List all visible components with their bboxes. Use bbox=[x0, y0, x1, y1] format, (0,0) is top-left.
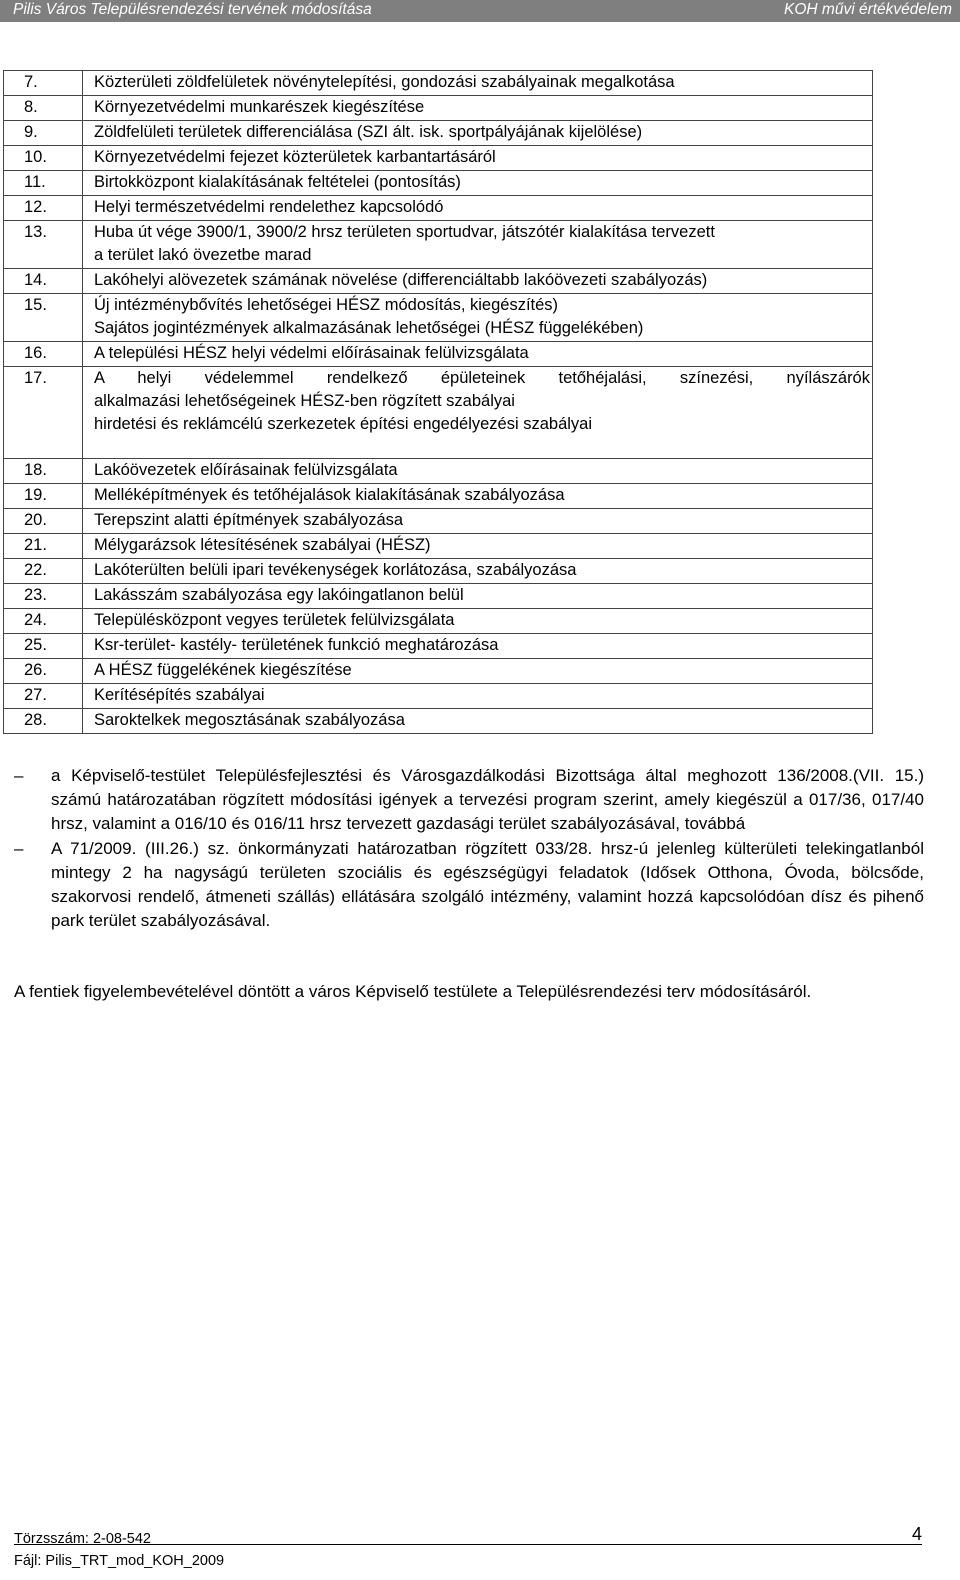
modification-items-table bbox=[3, 70, 873, 734]
row-number: 28. bbox=[4, 709, 83, 734]
row-text bbox=[83, 584, 873, 609]
footer-info bbox=[14, 1528, 224, 1572]
row-text-line: alkalmazási lehetőségeinek HÉSZ-ben rögzített szabályai bbox=[94, 392, 515, 410]
row-number: 21. bbox=[4, 534, 83, 559]
row-text bbox=[83, 171, 873, 196]
row-number: 10. bbox=[4, 146, 83, 171]
row-text-line: Lakóhelyi alövezetek számának növelése (differenciáltabb lakóövezeti szabályozás) bbox=[94, 271, 708, 289]
row-text-line: Saroktelkek megosztásának szabályozása bbox=[94, 711, 405, 729]
row-text bbox=[83, 709, 873, 734]
row-text bbox=[83, 634, 873, 659]
table-row bbox=[4, 484, 873, 509]
row-text-line: Mélygarázsok létesítésének szabályai (HÉSZ) bbox=[94, 536, 431, 554]
row-text-line: Új intézménybővítés lehetőségei HÉSZ módosítás, kiegészítés) bbox=[94, 296, 559, 314]
row-text-line: Közterületi zöldfelületek növénytelepítési, gondozási szabályainak megalkotása bbox=[94, 73, 675, 91]
row-text bbox=[83, 294, 873, 342]
row-number: 8. bbox=[4, 96, 83, 121]
row-number: 13. bbox=[4, 221, 83, 269]
row-text bbox=[83, 342, 873, 367]
row-text bbox=[83, 269, 873, 294]
table-row bbox=[4, 221, 873, 269]
row-text-line: Lakóterülten belüli ipari tevékenységek korlátozása, szabályozása bbox=[94, 561, 577, 579]
table-row bbox=[4, 342, 873, 367]
row-text-line: Településközpont vegyes területek felülvizsgálata bbox=[94, 611, 455, 629]
row-number: 25. bbox=[4, 634, 83, 659]
dash-marker: – bbox=[14, 766, 24, 785]
row-number: 15. bbox=[4, 294, 83, 342]
row-text-line: Környezetvédelmi fejezet közterületek karbantartásáról bbox=[94, 148, 496, 166]
row-number: 22. bbox=[4, 559, 83, 584]
row-number: 18. bbox=[4, 459, 83, 484]
table-row bbox=[4, 559, 873, 584]
bullet-text: A 71/2009. (III.26.) sz. önkormányzati határozatban rögzített 033/28. hrsz-ú jelenleg külterületi telekingatlanból mintegy 2 ha nagyságú területen szociális és egészségügyi feladatok (Idősek Otthona, Óvoda, bölcsőde, szakorvosi rendelő, átmeneti szállás) ellátására szolgáló intézmény, valamint hozzá kapcsolódóan dísz és pihenő park terület szabályozásával. bbox=[51, 838, 924, 931]
footer-registry-number: Törzsszám: 2-08-542 bbox=[14, 1531, 151, 1547]
bullet-text: a Képviselő-testület Településfejlesztési és Városgazdálkodási Bizottsága által meghozott 136/2008.(VII. 15.) számú határozatában rögzített módosítási igények a tervezési program szerint, amely kiegészül a 017/36, 017/40 hrsz, valamint a 016/10 és 016/11 hrsz tervezett gazdasági terület szabályozásával, továbbá bbox=[51, 766, 924, 834]
table-row bbox=[4, 584, 873, 609]
row-text-line: Kerítésépítés szabályai bbox=[94, 686, 265, 704]
row-text bbox=[83, 484, 873, 509]
row-text-line: Ksr-terület- kastély- területének funkció meghatározása bbox=[94, 636, 499, 654]
table-row bbox=[4, 96, 873, 121]
table-row bbox=[4, 121, 873, 146]
row-number: 24. bbox=[4, 609, 83, 634]
footer-divider bbox=[14, 1544, 922, 1545]
table-row bbox=[4, 196, 873, 221]
row-text-line: A települési HÉSZ helyi védelmi előírásainak felülvizsgálata bbox=[94, 344, 529, 362]
row-number: 14. bbox=[4, 269, 83, 294]
row-text-line: a terület lakó övezetbe marad bbox=[94, 246, 312, 264]
row-text bbox=[83, 196, 873, 221]
table-row bbox=[4, 269, 873, 294]
header-section: KOH művi értékvédelem bbox=[784, 1, 952, 18]
table-row bbox=[4, 684, 873, 709]
table-row bbox=[4, 659, 873, 684]
row-number: 23. bbox=[4, 584, 83, 609]
table-row bbox=[4, 294, 873, 342]
row-text bbox=[83, 96, 873, 121]
row-text bbox=[83, 221, 873, 269]
dash-marker: – bbox=[14, 838, 24, 858]
table-row bbox=[4, 459, 873, 484]
row-text-line: Környezetvédelmi munkarészek kiegészítése bbox=[94, 98, 425, 116]
row-text bbox=[83, 146, 873, 171]
row-number: 19. bbox=[4, 484, 83, 509]
row-text-line: A HÉSZ függelékének kiegészítése bbox=[94, 661, 352, 679]
footer-file-name: Fájl: Pilis_TRT_mod_KOH_2009 bbox=[14, 1553, 225, 1569]
page-header bbox=[0, 0, 960, 22]
row-number: 17. bbox=[4, 367, 83, 459]
row-text bbox=[83, 71, 873, 96]
row-text-line: Helyi természetvédelmi rendelethez kapcsolódó bbox=[94, 198, 444, 216]
table-row bbox=[4, 709, 873, 734]
row-text bbox=[83, 659, 873, 684]
row-text-line: Terepszint alatti építmények szabályozása bbox=[94, 511, 404, 529]
table-row bbox=[4, 146, 873, 171]
row-text bbox=[83, 609, 873, 634]
row-text-line: Lakóövezetek előírásainak felülvizsgálata bbox=[94, 461, 398, 479]
row-text-line: Huba út vége 3900/1, 3900/2 hrsz területen sportudvar, játszótér kialakítása tervezett bbox=[94, 223, 715, 241]
row-number: 9. bbox=[4, 121, 83, 146]
row-text bbox=[83, 121, 873, 146]
row-number: 12. bbox=[4, 196, 83, 221]
row-text bbox=[83, 459, 873, 484]
row-text bbox=[83, 534, 873, 559]
row-text-line: Birtokközpont kialakításának feltételei (pontosítás) bbox=[94, 173, 461, 191]
header-title: Pilis Város Településrendezési tervének módosítása bbox=[13, 1, 372, 18]
bullet-item bbox=[14, 764, 924, 837]
row-text bbox=[83, 684, 873, 709]
table-row bbox=[4, 634, 873, 659]
table-row bbox=[4, 609, 873, 634]
bullet-item bbox=[14, 837, 924, 934]
row-number: 16. bbox=[4, 342, 83, 367]
row-text-line: A helyi védelemmel rendelkező épületeinek tetőhéjalási, színezési, nyílászárók bbox=[94, 369, 870, 387]
row-number: 7. bbox=[4, 71, 83, 96]
row-text-line: Zöldfelületi területek differenciálása (SZI ált. isk. sportpályájának kijelölése) bbox=[94, 123, 643, 141]
table-row bbox=[4, 367, 873, 459]
row-text-line: Melléképítmények és tetőhéjalások kialakításának szabályozása bbox=[94, 486, 565, 504]
row-number: 26. bbox=[4, 659, 83, 684]
row-text-line: hirdetési és reklámcélú szerkezetek építési engedélyezési szabályai bbox=[94, 415, 593, 433]
row-number: 27. bbox=[4, 684, 83, 709]
table-row bbox=[4, 509, 873, 534]
bullet-list bbox=[14, 764, 924, 933]
table-row bbox=[4, 171, 873, 196]
table-row bbox=[4, 534, 873, 559]
row-text bbox=[83, 509, 873, 534]
row-text-line: Sajátos jogintézmények alkalmazásának lehetőségei (HÉSZ függelékében) bbox=[94, 319, 644, 337]
closing-paragraph: A fentiek figyelembevételével döntött a város Képviselő testülete a Településrendezési terv módosításáról. bbox=[14, 982, 812, 1001]
row-text-line: Lakásszám szabályozása egy lakóingatlanon belül bbox=[94, 586, 464, 604]
row-text bbox=[83, 367, 873, 459]
row-number: 11. bbox=[4, 171, 83, 196]
table-row bbox=[4, 71, 873, 96]
page-number: 4 bbox=[911, 1524, 922, 1544]
row-number: 20. bbox=[4, 509, 83, 534]
row-text bbox=[83, 559, 873, 584]
